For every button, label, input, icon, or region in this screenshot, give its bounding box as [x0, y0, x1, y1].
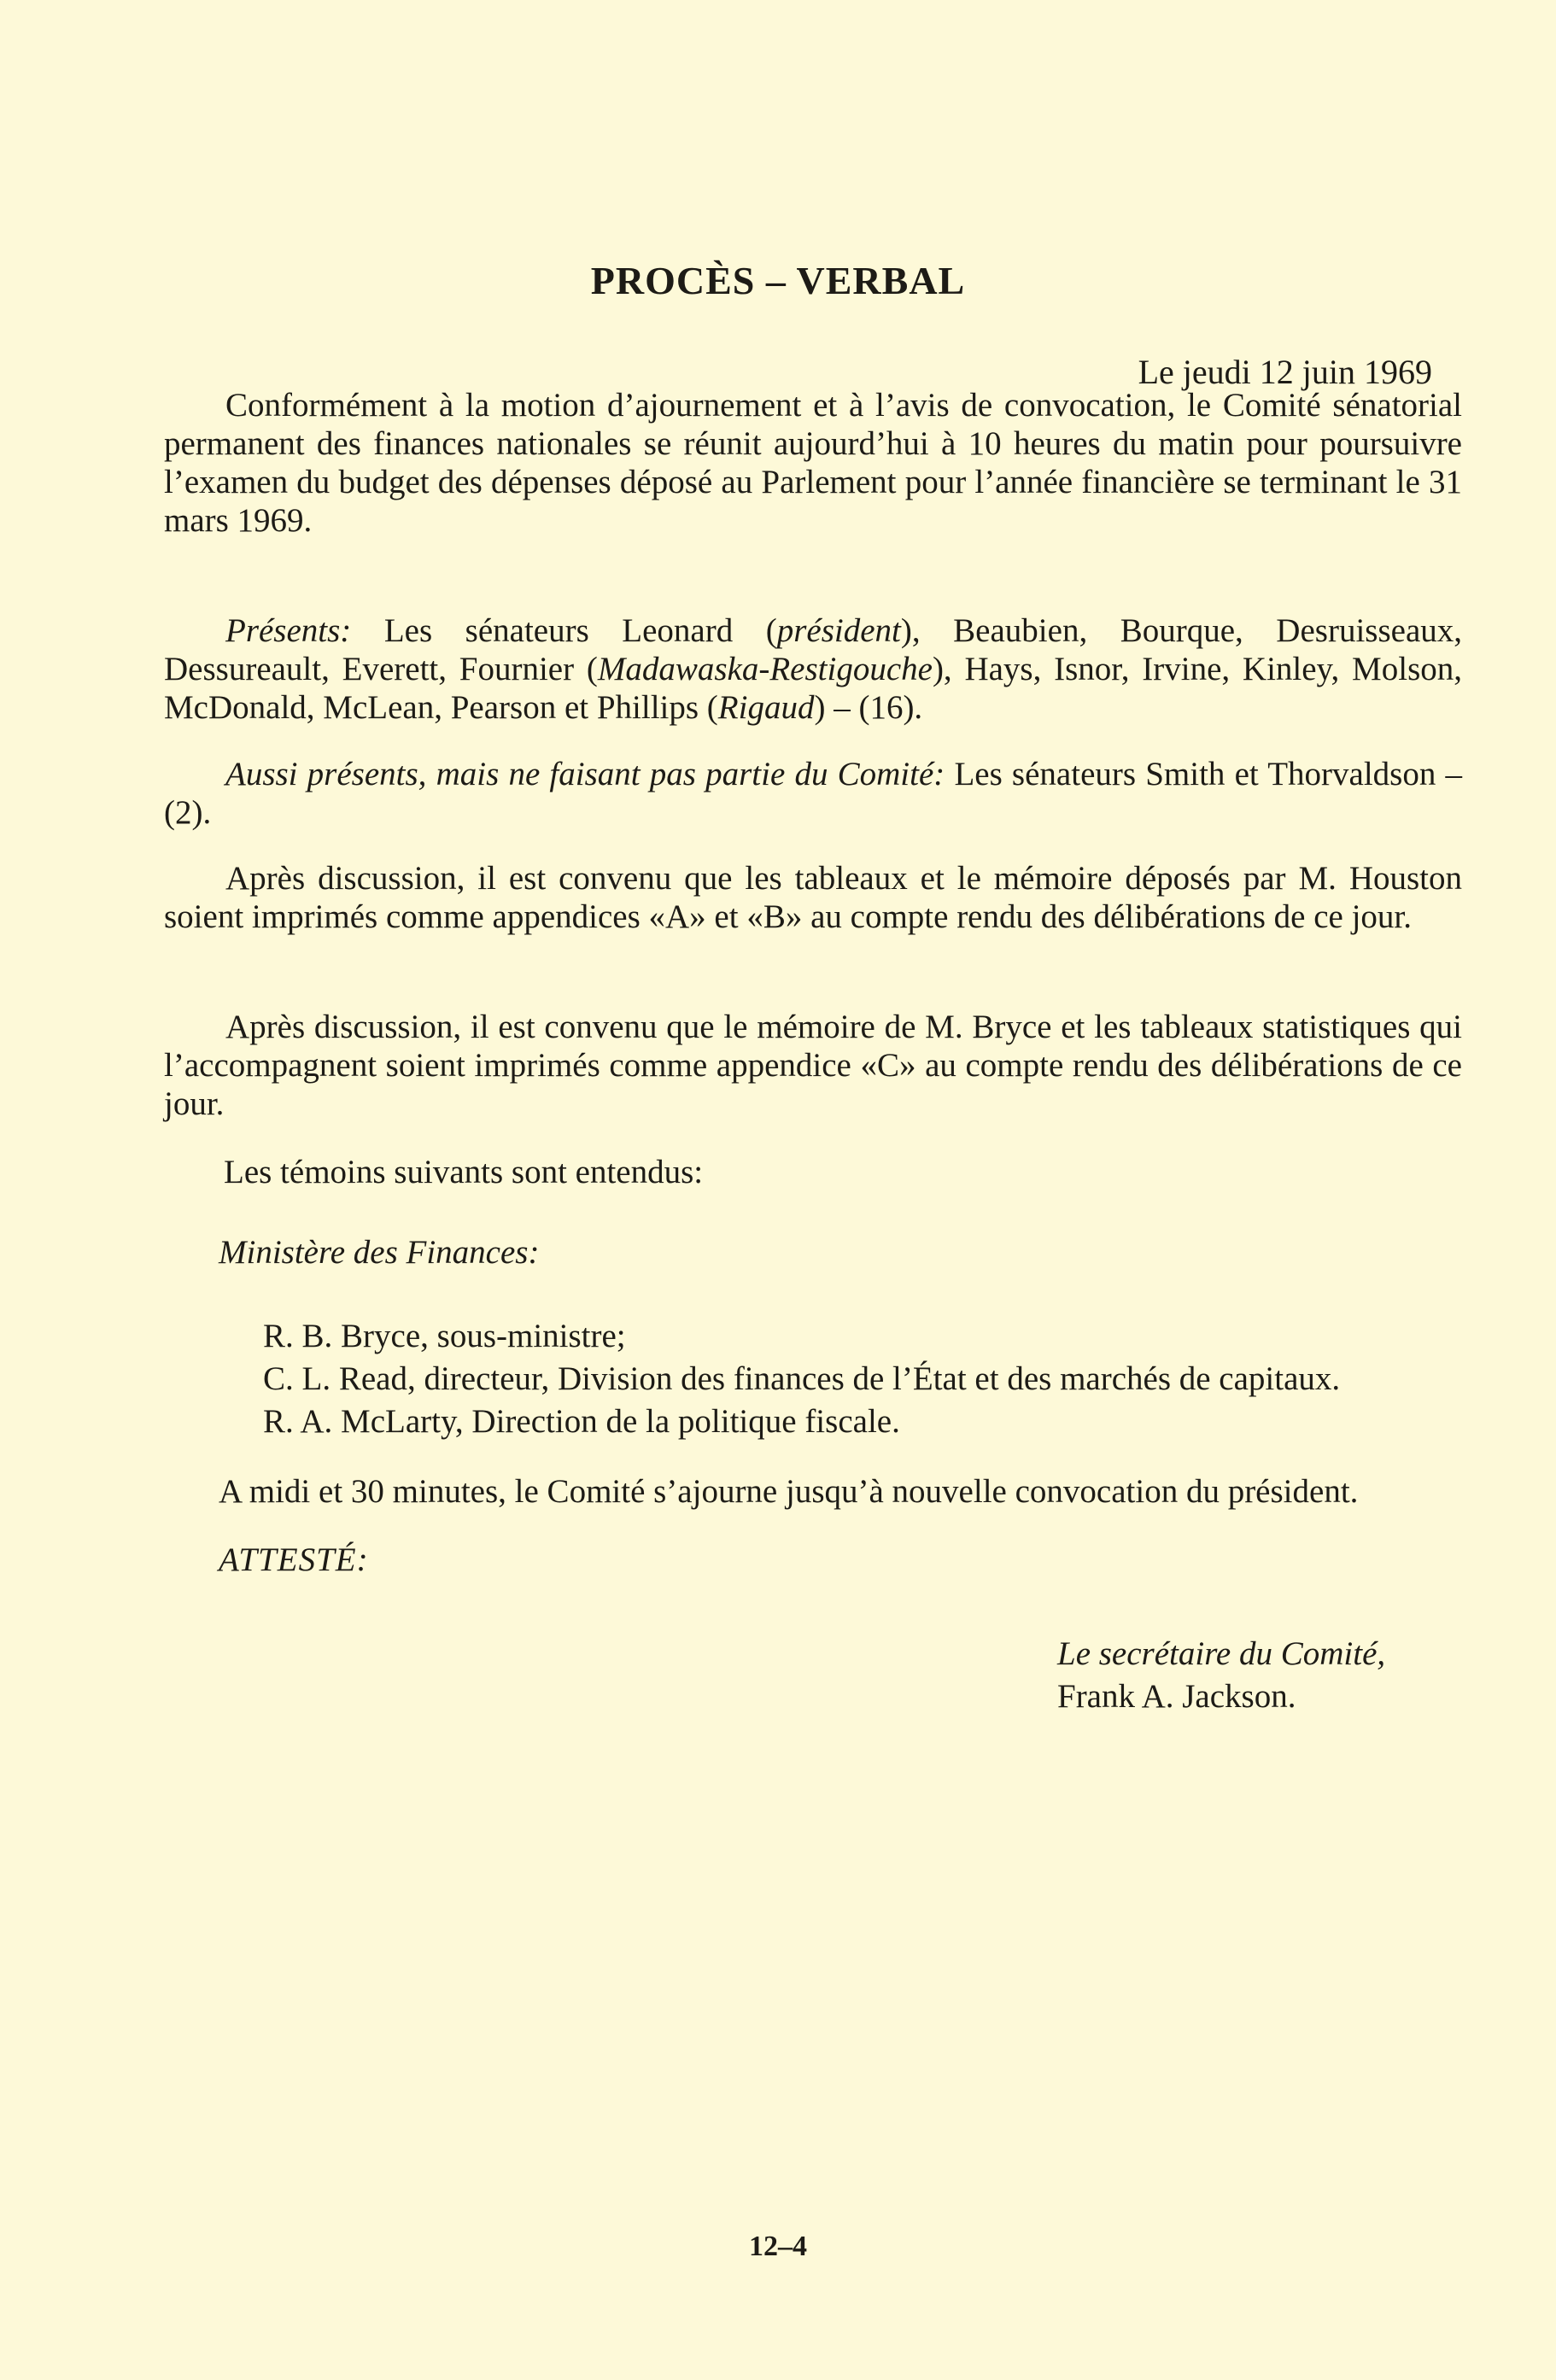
- presents-president: président: [776, 612, 901, 649]
- witnesses-intro: Les témoins suivants sont entendus:: [224, 1154, 704, 1190]
- presents-label: Présents:: [225, 612, 352, 649]
- aussi-label: Aussi présents, mais ne faisant pas partie du Comité:: [225, 756, 945, 792]
- page-number: 12–4: [749, 2231, 807, 2262]
- adjournment-line: A midi et 30 minutes, le Comité s’ajourne jusqu’à nouvelle convocation du président.: [219, 1473, 1359, 1510]
- houston-paragraph: Après discussion, il est convenu que les tableaux et le mémoire déposés par M. Houston soient imprimés comme appendices «A» et «B» au compte rendu des délibérations de ce jour.: [164, 860, 1462, 935]
- aussi-text: Les sénateurs Smith et Thorvaldson – (2).: [164, 756, 1462, 831]
- presents-text-1: Les sénateurs Leonard (: [351, 612, 777, 649]
- bryce-paragraph: Après discussion, il est convenu que le mémoire de M. Bryce et les tableaux statistiques qui l’accompagnent soient imprimés comme appendice «C» au compte rendu des délibérations de ce jour.: [164, 1009, 1462, 1122]
- page-title: PROCÈS – VERBAL: [590, 259, 966, 302]
- opening-paragraph: Conformément à la motion d’ajournement et à l’avis de convocation, le Comité sénatorial permanent des finances nationales se réunit aujourd’hui à 10 heures du matin pour poursuivre l’examen du budget des dépenses déposé au Parlement pour l’année financière se terminant le 31 mars 1969.: [164, 387, 1462, 539]
- signature-name: Frank A. Jackson.: [1057, 1678, 1296, 1715]
- signature-block: [1057, 1633, 1385, 1718]
- presents-paragraph: [164, 611, 1462, 727]
- aussi-presents-paragraph: [164, 755, 1462, 832]
- presents-rigaud: Rigaud: [717, 689, 815, 726]
- presents-text-4: ) – (16).: [814, 689, 923, 726]
- ministry-heading: Ministère des Finances:: [219, 1234, 540, 1271]
- dateline: Le jeudi 12 juin 1969: [1138, 353, 1432, 391]
- witness-item: C. L. Read, directeur, Division des finances de l’État et des marchés de capitaux.: [263, 1360, 1341, 1397]
- witness-item: R. A. McLarty, Direction de la politique fiscale.: [263, 1403, 900, 1440]
- signature-role: Le secrétaire du Comité,: [1057, 1635, 1386, 1672]
- atteste-label: ATTESTÉ:: [219, 1541, 369, 1578]
- witness-item: R. B. Bryce, sous-ministre;: [263, 1318, 626, 1354]
- presents-text-3: ), Hays, Isnor, Irvine, Kinley, Molson, McDonald, McLean, Pearson et Phillips (: [164, 651, 1462, 726]
- witness-list: [263, 1315, 1340, 1443]
- presents-text-2: ), Beaubien, Bourque, Desruisseaux, Dessureault, Everett, Fournier (: [164, 612, 1462, 687]
- presents-madawaska: Madawaska-Restigouche: [597, 651, 933, 687]
